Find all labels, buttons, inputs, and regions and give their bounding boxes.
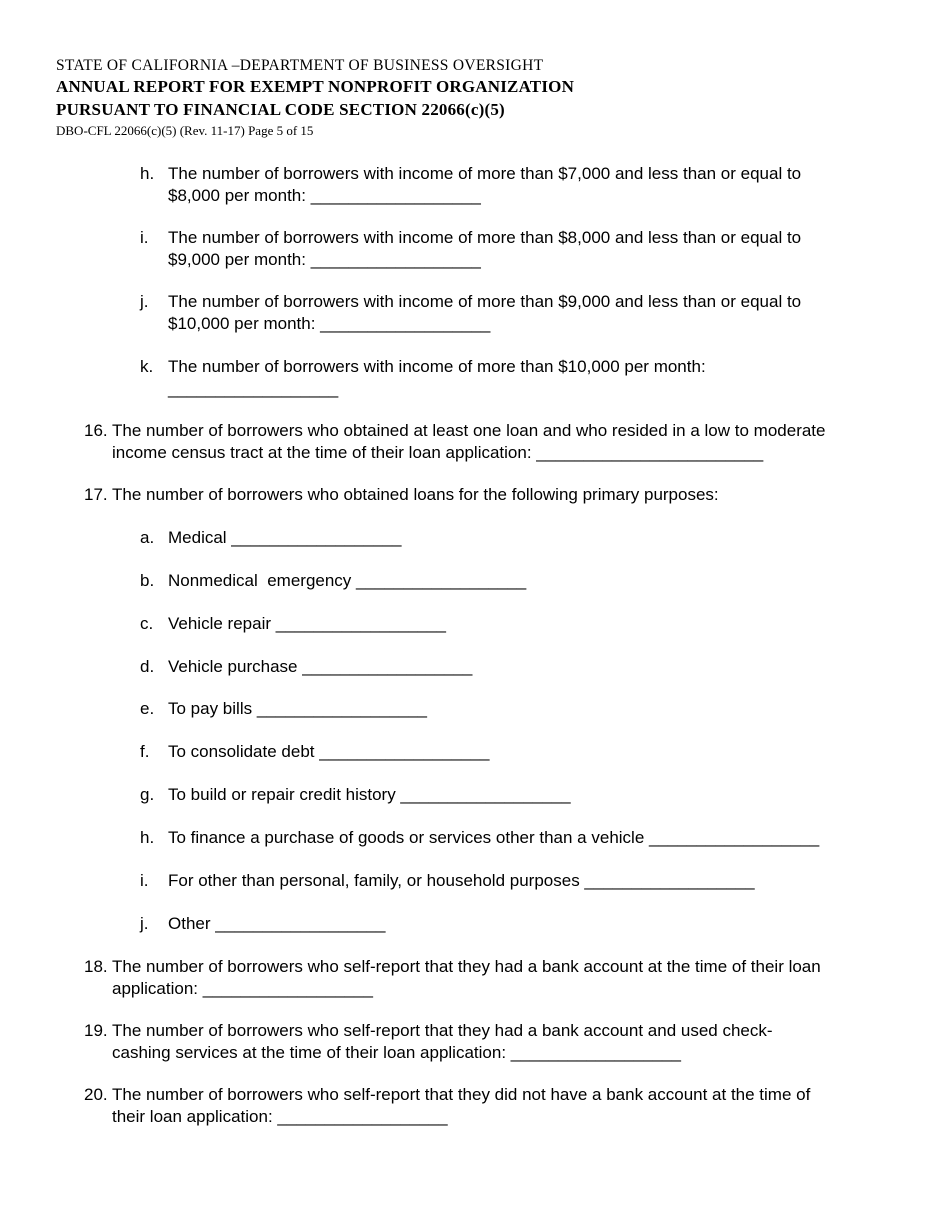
item-text: Vehicle purchase __________________ (168, 657, 473, 676)
purpose-item-f[interactable] (140, 741, 900, 763)
question-text: The number of borrowers who obtained loans for the following primary purposes: (112, 485, 719, 504)
item-label: h. (140, 828, 155, 847)
report-title-line-2: PURSUANT TO FINANCIAL CODE SECTION 22066(c)(5) (56, 100, 505, 119)
item-answer-line[interactable]: $9,000 per month: __________________ (168, 249, 481, 269)
item-answer-line[interactable]: $8,000 per month: __________________ (168, 185, 481, 205)
item-label: k. (140, 357, 154, 376)
item-text: To finance a purchase of goods or services other than a vehicle __________________ (168, 828, 820, 847)
purpose-item-c[interactable] (140, 613, 900, 635)
item-label: f. (140, 742, 150, 761)
item-label: h. (140, 164, 155, 183)
purpose-item-a[interactable] (140, 527, 900, 549)
question-number: 17. (84, 485, 108, 504)
item-label: e. (140, 699, 155, 718)
agency-name: STATE OF CALIFORNIA –DEPARTMENT OF BUSINESS OVERSIGHT (56, 57, 544, 74)
income-item-k (140, 356, 900, 399)
item-text: The number of borrowers with income of more than $10,000 per month: (168, 357, 706, 376)
item-text: The number of borrowers with income of more than $7,000 and less than or equal to (168, 164, 802, 183)
item-label: c. (140, 614, 154, 633)
item-label: i. (140, 228, 149, 247)
item-text: The number of borrowers with income of more than $8,000 and less than or equal to (168, 228, 802, 247)
question-number: 19. (84, 1021, 108, 1040)
item-answer-line[interactable]: __________________ (168, 378, 339, 398)
question-18 (84, 956, 904, 999)
purpose-item-h[interactable] (140, 827, 900, 849)
item-text: Medical __________________ (168, 528, 402, 547)
item-text: Other __________________ (168, 914, 386, 933)
question-20 (84, 1084, 904, 1127)
form-header (56, 57, 574, 140)
item-label: j. (140, 292, 149, 311)
question-number: 18. (84, 957, 108, 976)
report-title-line-1: ANNUAL REPORT FOR EXEMPT NONPROFIT ORGANIZATION (56, 77, 575, 96)
question-answer-line[interactable]: income census tract at the time of their loan application: ________________________ (112, 442, 764, 462)
item-label: j. (140, 914, 149, 933)
question-number: 16. (84, 421, 108, 440)
item-label: b. (140, 571, 155, 590)
purpose-item-d[interactable] (140, 656, 900, 678)
question-text: The number of borrowers who self-report that they had a bank account at the time of their loan (112, 957, 821, 976)
purpose-item-e[interactable] (140, 698, 900, 720)
question-text: The number of borrowers who obtained at least one loan and who resided in a low to moderate (112, 421, 826, 440)
question-number: 20. (84, 1085, 108, 1104)
item-label: a. (140, 528, 155, 547)
purpose-item-g[interactable] (140, 784, 900, 806)
purpose-item-j[interactable] (140, 913, 900, 935)
question-answer-line[interactable]: their loan application: __________________ (112, 1106, 448, 1126)
item-text: Nonmedical emergency __________________ (168, 571, 527, 590)
income-item-i (140, 227, 900, 270)
question-text: The number of borrowers who self-report that they had a bank account and used check- (112, 1021, 773, 1040)
question-17 (84, 484, 904, 506)
income-item-j (140, 291, 900, 334)
purpose-item-b[interactable] (140, 570, 900, 592)
item-text: To consolidate debt __________________ (168, 742, 490, 761)
item-label: g. (140, 785, 155, 804)
question-answer-line[interactable]: application: __________________ (112, 978, 373, 998)
question-16 (84, 420, 904, 463)
item-label: i. (140, 871, 149, 890)
item-text: The number of borrowers with income of more than $9,000 and less than or equal to (168, 292, 802, 311)
income-item-h (140, 163, 900, 206)
item-text: To build or repair credit history __________________ (168, 785, 571, 804)
question-text: The number of borrowers who self-report that they did not have a bank account at the time of (112, 1085, 811, 1104)
form-number: DBO-CFL 22066(c)(5) (Rev. 11-17) Page 5 of 15 (56, 123, 314, 138)
purpose-item-i[interactable] (140, 870, 900, 892)
item-text: Vehicle repair __________________ (168, 614, 446, 633)
question-19 (84, 1020, 904, 1063)
item-text: To pay bills __________________ (168, 699, 428, 718)
item-text: For other than personal, family, or household purposes __________________ (168, 871, 755, 890)
item-answer-line[interactable]: $10,000 per month: __________________ (168, 313, 491, 333)
question-answer-line[interactable]: cashing services at the time of their loan application: __________________ (112, 1042, 681, 1062)
item-label: d. (140, 657, 155, 676)
